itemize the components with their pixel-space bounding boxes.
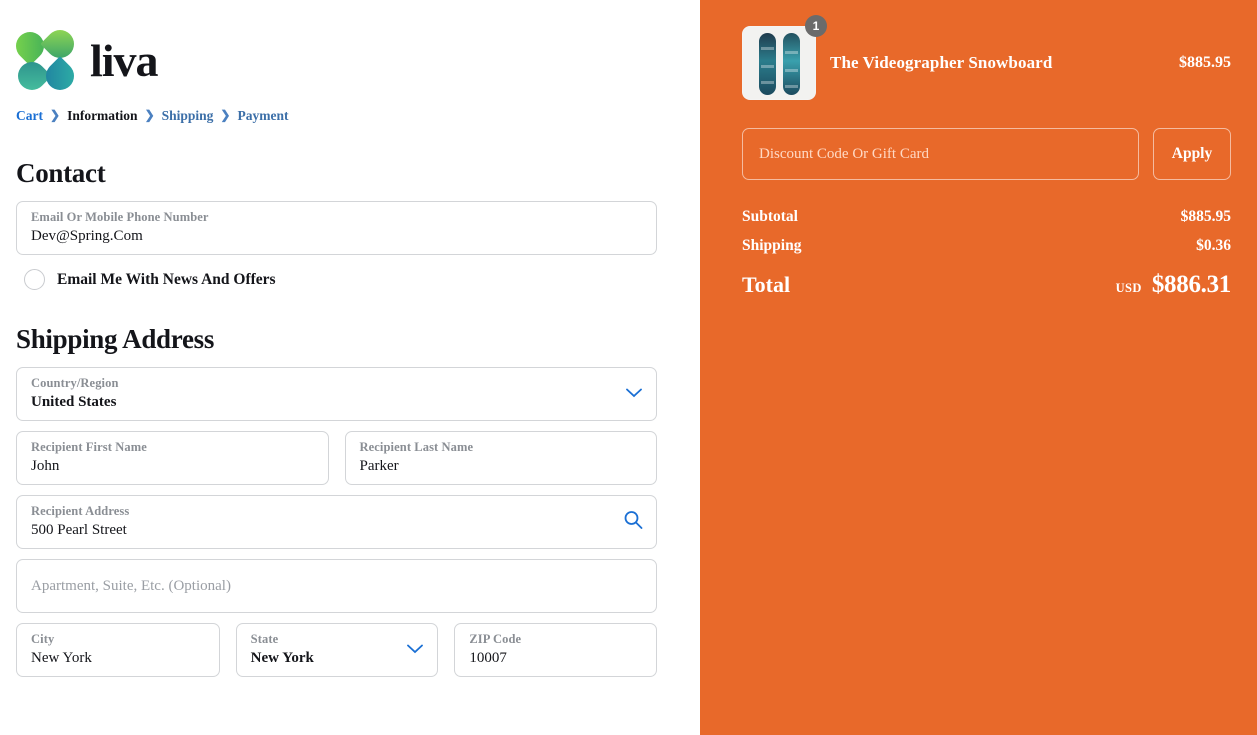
subtotal-label: Subtotal	[742, 208, 798, 225]
city-state-zip-row	[16, 623, 657, 687]
breadcrumb-item-shipping[interactable]: Shipping	[161, 108, 214, 123]
name-row	[16, 431, 657, 495]
breadcrumb-item-information[interactable]: Information	[67, 108, 138, 123]
brand-name: liva	[90, 35, 158, 86]
breadcrumb-item-payment[interactable]: Payment	[237, 108, 289, 123]
product-thumbnail-wrap	[742, 19, 820, 100]
newsletter-checkbox[interactable]	[24, 269, 45, 290]
country-select-value: United States	[31, 394, 117, 410]
country-select-label: Country/Region	[31, 376, 119, 390]
last-name-field[interactable]	[345, 431, 658, 485]
newsletter-checkbox-label: Email Me With News And Offers	[57, 270, 276, 288]
first-name-label: Recipient First Name	[31, 440, 147, 454]
subtotal-row	[742, 208, 1231, 226]
city-field[interactable]	[16, 623, 220, 677]
email-field-value: Dev@Spring.Com	[31, 228, 143, 244]
order-line-item	[742, 19, 1231, 100]
total-label: Total	[742, 272, 791, 297]
clover-logo-icon	[16, 30, 78, 92]
chevron-right-icon: ❯	[220, 108, 231, 122]
quantity-badge: 1	[805, 15, 827, 37]
city-label: City	[31, 632, 55, 646]
last-name-label: Recipient Last Name	[359, 440, 474, 454]
total-value: $886.31	[1151, 271, 1231, 298]
address-field[interactable]	[16, 495, 657, 549]
discount-code-input[interactable]: Discount Code Or Gift Card	[742, 128, 1139, 180]
contact-heading: Contact	[16, 158, 106, 188]
breadcrumb-item-cart[interactable]: Cart	[16, 108, 43, 123]
last-name-value: Parker	[359, 458, 399, 474]
discount-row	[742, 128, 1231, 180]
first-name-value: John	[31, 458, 60, 474]
state-value: New York	[250, 650, 314, 666]
address-label: Recipient Address	[31, 504, 130, 518]
order-summary-column	[700, 0, 1257, 735]
chevron-right-icon: ❯	[50, 108, 61, 122]
shipping-address-heading: Shipping Address	[16, 324, 215, 354]
email-field-label: Email Or Mobile Phone Number	[31, 210, 209, 224]
shipping-row	[742, 237, 1231, 255]
chevron-down-icon	[407, 641, 423, 659]
apartment-placeholder: Apartment, Suite, Etc. (Optional)	[31, 578, 231, 594]
state-label: State	[250, 632, 279, 646]
country-select[interactable]	[16, 367, 657, 421]
breadcrumb	[16, 108, 700, 124]
zip-label: ZIP Code	[469, 632, 522, 646]
zip-value: 10007	[469, 650, 507, 666]
newsletter-checkbox-row[interactable]	[24, 269, 700, 290]
state-select[interactable]	[236, 623, 439, 677]
shipping-value: $0.36	[1196, 237, 1231, 254]
search-icon[interactable]	[623, 510, 643, 535]
brand-logo[interactable]	[16, 0, 700, 100]
chevron-right-icon: ❯	[144, 108, 155, 122]
address-value: 500 Pearl Street	[31, 522, 127, 538]
apartment-field[interactable]	[16, 559, 657, 613]
first-name-field[interactable]	[16, 431, 329, 485]
email-field[interactable]	[16, 201, 657, 255]
chevron-down-icon	[626, 385, 642, 403]
shipping-label: Shipping	[742, 237, 802, 254]
snowboard-product-image	[742, 26, 816, 100]
total-currency: USD	[1115, 281, 1142, 295]
apply-discount-button[interactable]: Apply	[1153, 128, 1231, 180]
subtotal-value: $885.95	[1180, 208, 1231, 225]
product-price: $885.95	[1179, 54, 1231, 71]
city-value: New York	[31, 650, 92, 666]
total-row	[742, 271, 1231, 299]
total-right	[1116, 271, 1231, 299]
product-title: The Videographer Snowboard	[830, 53, 1053, 72]
zip-field[interactable]	[454, 623, 657, 677]
